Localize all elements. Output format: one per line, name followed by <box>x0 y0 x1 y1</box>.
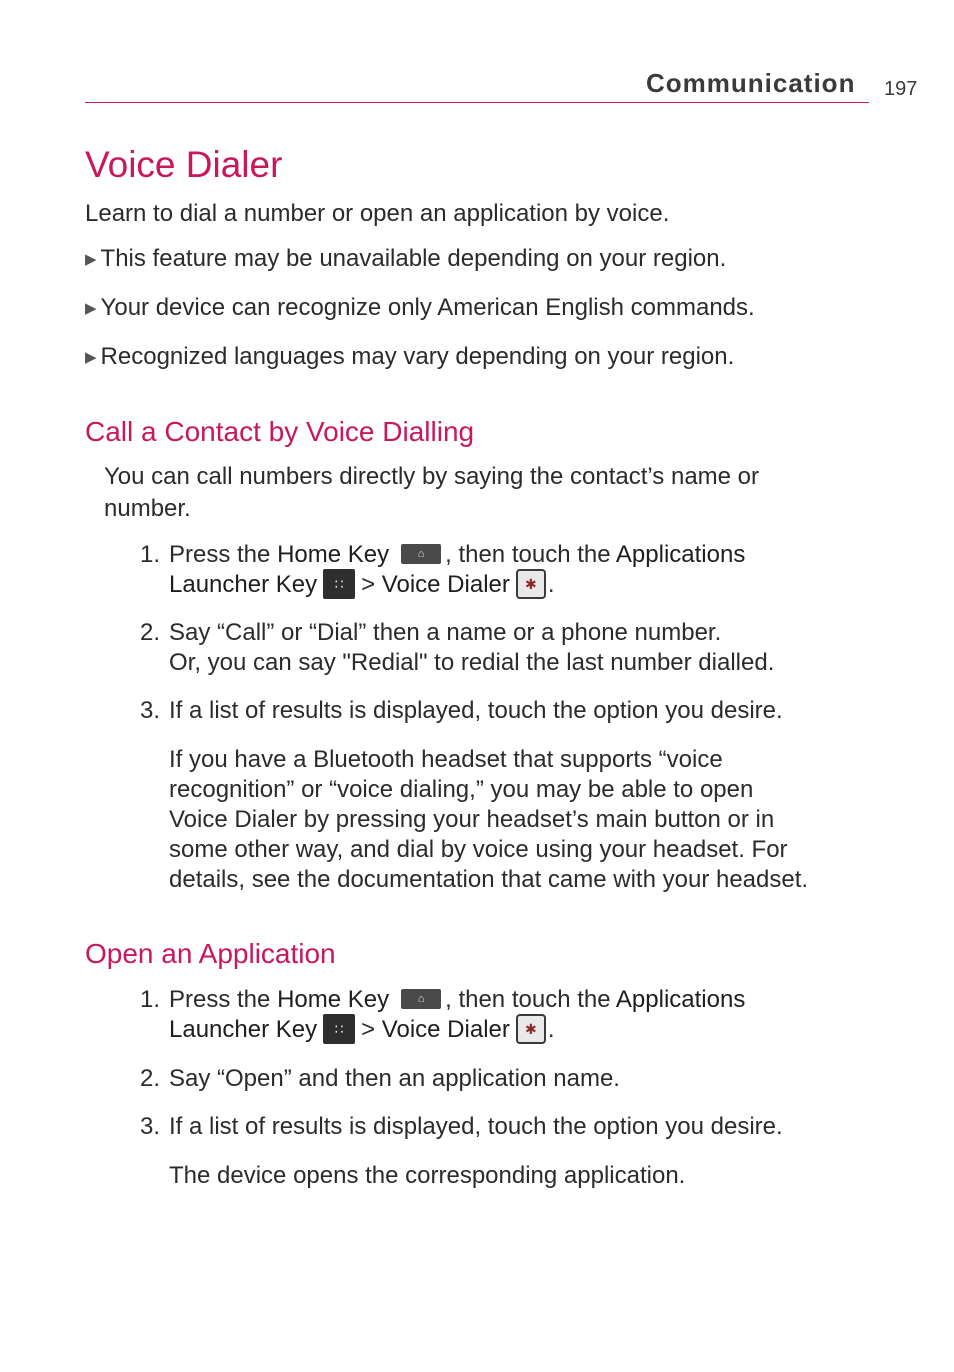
note-line: Voice Dialer by pressing your headset’s main button or in <box>169 806 775 833</box>
section-heading-call-contact: Call a Contact by Voice Dialling <box>85 416 475 447</box>
note-line: The device opens the corresponding application. <box>169 1162 686 1189</box>
page-title: Voice Dialer <box>85 144 283 185</box>
home-key-label: Home Key <box>277 541 390 568</box>
period: . <box>547 1016 555 1043</box>
bullet-text: Recognized languages may vary depending on your region. <box>100 343 735 370</box>
note-line: some other way, and dial by voice using your headset. For <box>169 836 788 863</box>
step-1 <box>140 985 880 1046</box>
applications-launcher-key-icon: ∷ <box>323 1014 355 1044</box>
step-text: Press the <box>169 986 271 1013</box>
step-1 <box>140 540 880 601</box>
voice-dialer-label: Voice Dialer <box>381 1016 510 1043</box>
step-text: If a list of results is displayed, touch the option you desire. <box>169 697 783 724</box>
step-number: 1. <box>140 541 161 568</box>
voice-dialer-icon: ✱ <box>516 1014 546 1044</box>
launcher-key-label: Launcher Key <box>169 571 318 598</box>
voice-dialer-icon: ✱ <box>516 569 546 599</box>
intro-text: Learn to dial a number or open an application by voice. <box>85 200 670 227</box>
step-note <box>140 1161 880 1191</box>
running-header-section: Communication <box>646 68 856 98</box>
step-number: 3. <box>140 1113 161 1140</box>
step-3 <box>140 696 880 726</box>
applications-label: Applications <box>615 986 746 1013</box>
step-text: Say “Open” and then an application name. <box>169 1065 620 1092</box>
triangle-bullet-icon: ▶ <box>85 349 97 366</box>
bullet-item <box>85 293 755 326</box>
voice-dialer-label: Voice Dialer <box>381 571 510 598</box>
header-divider <box>85 102 869 103</box>
step-number: 3. <box>140 697 161 724</box>
home-key-label: Home Key <box>277 986 390 1013</box>
bullet-text: Your device can recognize only American English commands. <box>100 294 755 321</box>
bullet-text: This feature may be unavailable depending on your region. <box>100 245 727 272</box>
section-heading-open-application: Open an Application <box>85 938 336 969</box>
period: . <box>547 571 555 598</box>
note-line: If you have a Bluetooth headset that supports “voice <box>169 746 723 773</box>
step-number: 1. <box>140 986 161 1013</box>
step-number: 2. <box>140 1065 161 1092</box>
applications-label: Applications <box>615 541 746 568</box>
step-text: , then touch the <box>445 541 611 568</box>
triangle-bullet-icon: ▶ <box>85 300 97 317</box>
triangle-bullet-icon: ▶ <box>85 251 97 268</box>
step-2 <box>140 1064 880 1094</box>
applications-launcher-key-icon: ∷ <box>323 569 355 599</box>
note-line: recognition” or “voice dialing,” you may be able to open <box>169 776 754 803</box>
gt-separator: > <box>361 571 376 598</box>
page-number: 197 <box>884 78 918 100</box>
step-2 <box>140 618 880 678</box>
step-text: , then touch the <box>445 986 611 1013</box>
step-text: Press the <box>169 541 271 568</box>
step-text: Say “Call” or “Dial” then a name or a phone number. <box>169 619 722 646</box>
gt-separator: > <box>361 1016 376 1043</box>
home-key-icon: ⌂ <box>401 989 441 1009</box>
step-text: If a list of results is displayed, touch the option you desire. <box>169 1113 783 1140</box>
home-key-icon: ⌂ <box>401 544 441 564</box>
step-number: 2. <box>140 619 161 646</box>
bullet-item <box>85 244 726 277</box>
paragraph-line: number. <box>104 495 191 522</box>
step-3 <box>140 1112 880 1142</box>
step-note <box>140 745 880 895</box>
step-text: Or, you can say "Redial" to redial the last number dialled. <box>169 649 775 676</box>
paragraph-line: You can call numbers directly by saying the contact’s name or <box>104 463 760 490</box>
bullet-item <box>85 342 734 375</box>
section-paragraph <box>104 462 844 524</box>
launcher-key-label: Launcher Key <box>169 1016 318 1043</box>
note-line: details, see the documentation that came with your headset. <box>169 866 809 893</box>
